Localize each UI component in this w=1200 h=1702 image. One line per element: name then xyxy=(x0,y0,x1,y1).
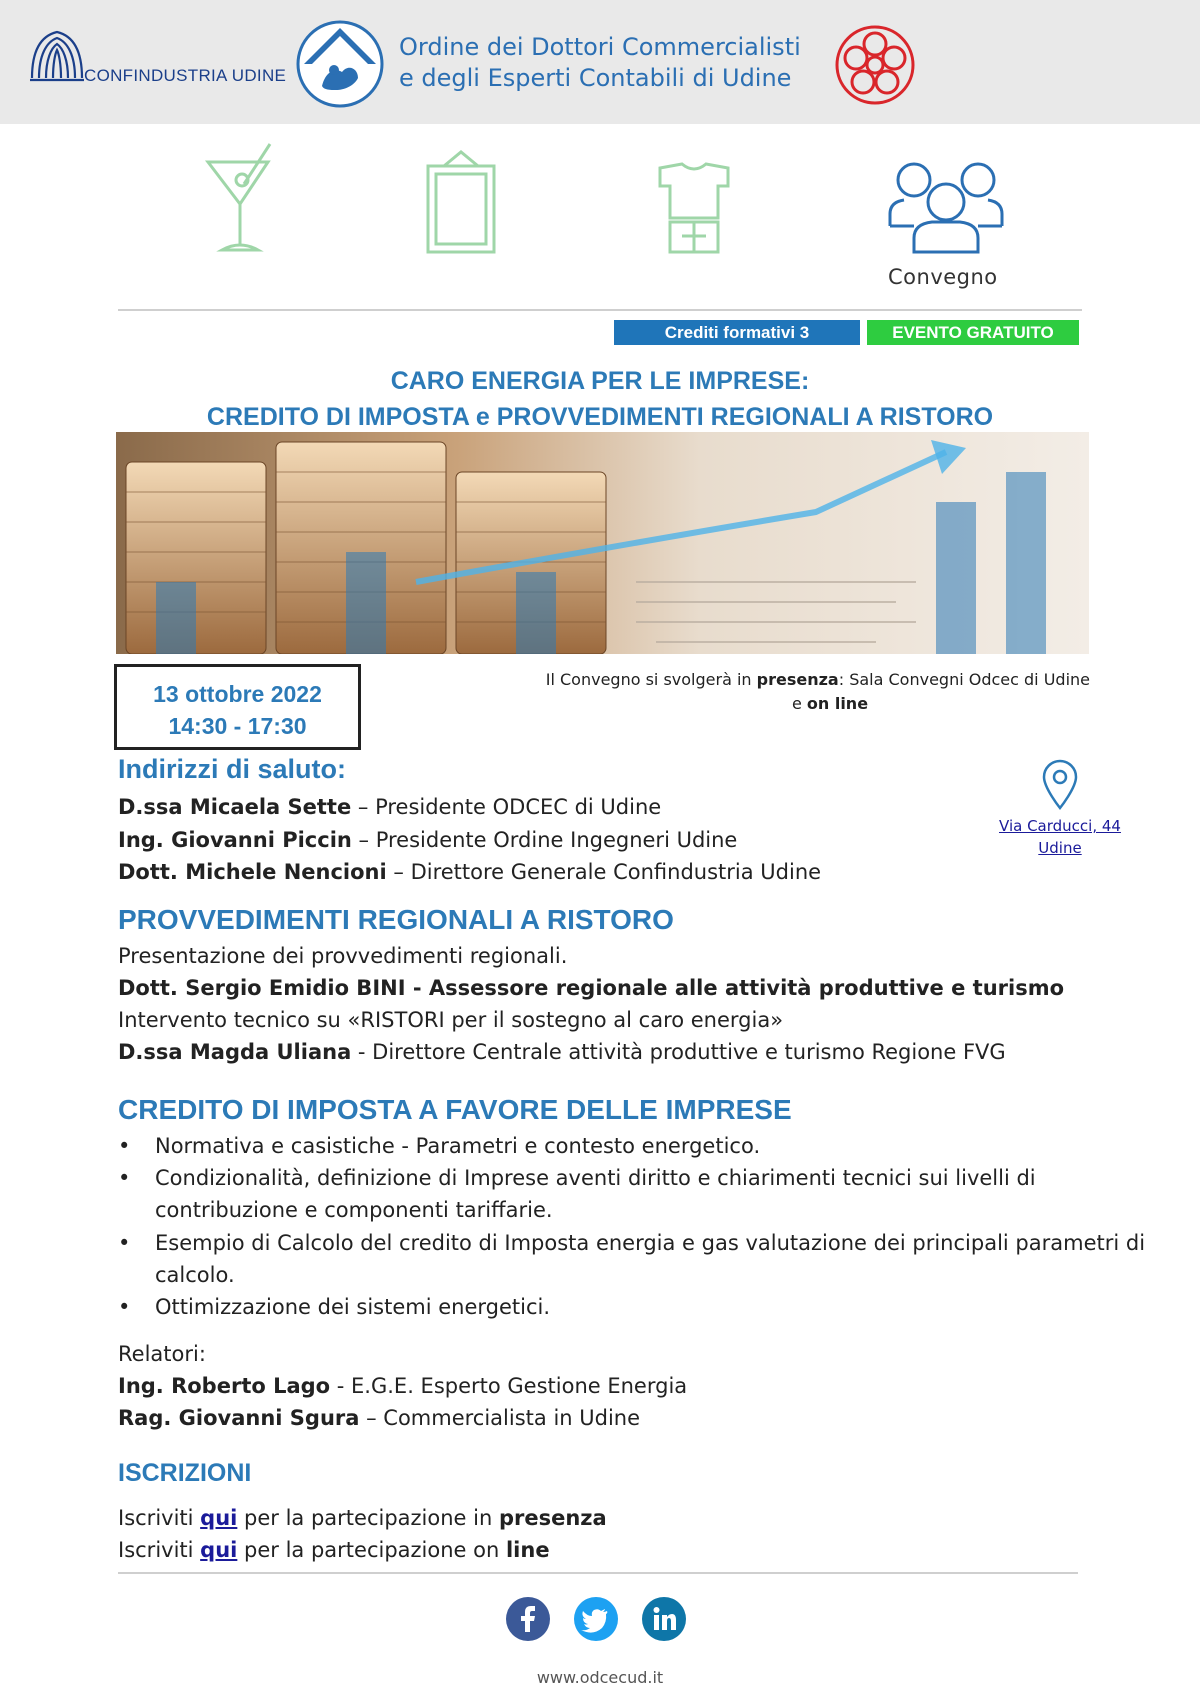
bullet-text: Esempio di Calcolo del credito di Imposta energia e gas valutazione dei principali parametri di calcolo. xyxy=(155,1231,1146,1287)
confindustria-logo-icon xyxy=(28,28,86,84)
regional-intro: Presentazione dei provvedimenti regionali. xyxy=(118,944,568,968)
odcec-logo-icon xyxy=(296,20,384,108)
greeting-name: Dott. Michele Nencioni xyxy=(118,860,387,884)
list-item xyxy=(118,1162,1148,1226)
venue-line2 xyxy=(700,694,960,713)
speaker-name: Ing. Roberto Lago xyxy=(118,1374,331,1398)
speakers-label: Relatori: xyxy=(118,1342,206,1366)
address-line2[interactable]: Udine xyxy=(1038,839,1082,857)
greeting-role: – Presidente Ordine Ingegneri Udine xyxy=(351,828,738,852)
shirt-icon xyxy=(656,162,732,256)
bullet-symbol: • xyxy=(118,1231,131,1255)
free-event-badge: EVENTO GRATUITO xyxy=(867,320,1079,345)
picture-frame-icon xyxy=(424,150,498,256)
bullet-symbol: • xyxy=(118,1295,131,1319)
speaker-2 xyxy=(118,1402,640,1434)
title-line2: CREDITO DI IMPOSTA e PROVVEDIMENTI REGIONALI A RISTORO xyxy=(206,403,994,431)
odcec-name-line2: e degli Esperti Contabili di Udine xyxy=(399,64,792,92)
register-presenza-link[interactable]: qui xyxy=(200,1506,238,1530)
regional-speaker2-name: D.ssa Magda Uliana xyxy=(118,1040,352,1064)
hero-coins-image xyxy=(116,432,1089,654)
credits-badge: Crediti formativi 3 xyxy=(614,320,860,345)
bullet-text: Condizionalità, definizione di Imprese aventi diritto e chiarimenti tecnici sui livelli di contribuzione e componenti tariffarie. xyxy=(155,1166,1036,1222)
speaker-1 xyxy=(118,1370,687,1402)
people-group-icon xyxy=(888,158,1004,254)
regional-speaker1: Dott. Sergio Emidio BINI - Assessore regionale alle attività produttive e turismo xyxy=(118,976,1065,1000)
regional-speaker2 xyxy=(118,1036,1006,1068)
registration-heading: ISCRIZIONI xyxy=(118,1459,252,1487)
speaker-role: - E.G.E. Esperto Gestione Energia xyxy=(330,1374,688,1398)
registration-mode: line xyxy=(505,1538,550,1562)
greeting-person-3 xyxy=(118,856,821,888)
regional-heading: PROVVEDIMENTI REGIONALI A RISTORO xyxy=(118,904,674,935)
greeting-name: D.ssa Micaela Sette xyxy=(118,795,352,819)
list-item xyxy=(118,1130,1148,1162)
linkedin-icon[interactable] xyxy=(641,1596,687,1642)
greeting-person-1 xyxy=(118,791,661,823)
divider-top xyxy=(118,309,1082,311)
event-type-label: Convegno xyxy=(888,265,998,289)
greeting-person-2 xyxy=(118,824,737,856)
map-pin-icon[interactable] xyxy=(1040,758,1080,810)
address-link[interactable] xyxy=(980,815,1140,859)
registration-prefix: Iscriviti xyxy=(118,1538,201,1562)
speaker-role: – Commercialista in Udine xyxy=(359,1406,641,1430)
venue-line2-prefix: e xyxy=(791,694,807,713)
greeting-role: – Direttore Generale Confindustria Udine xyxy=(386,860,822,884)
greetings-heading: Indirizzi di saluto: xyxy=(118,754,346,784)
greeting-name: Ing. Giovanni Piccin xyxy=(118,828,352,852)
odcec-name-line1: Ordine dei Dottori Commercialisti xyxy=(399,33,801,61)
address-line1[interactable]: Via Carducci, 44 xyxy=(999,817,1121,835)
bullet-text: Ottimizzazione dei sistemi energetici. xyxy=(155,1295,551,1319)
registration-mode: presenza xyxy=(498,1506,607,1530)
register-online-link[interactable]: qui xyxy=(200,1538,238,1562)
venue-presenza: presenza xyxy=(756,670,839,689)
regional-speaker2-role: - Direttore Centrale attività produttive e turismo Regione FVG xyxy=(351,1040,1006,1064)
website-link[interactable]: www.odcecud.it xyxy=(536,1668,664,1687)
venue-line1 xyxy=(520,670,1090,689)
registration-line-online xyxy=(118,1534,550,1566)
date-box xyxy=(114,664,361,750)
confindustria-label: CONFINDUSTRIA UDINE xyxy=(84,66,287,85)
registration-line-presenza xyxy=(118,1502,607,1534)
registration-mid: per la partecipazione in xyxy=(237,1506,499,1530)
twitter-icon[interactable] xyxy=(573,1596,619,1642)
list-item xyxy=(118,1291,1148,1323)
speaker-name: Rag. Giovanni Sgura xyxy=(118,1406,360,1430)
regional-intervento: Intervento tecnico su «RISTORI per il sostegno al caro energia» xyxy=(118,1008,784,1032)
venue-prefix: Il Convegno si svolgerà in xyxy=(545,670,757,689)
seal-logo-icon xyxy=(832,22,918,108)
title-line1: CARO ENERGIA PER LE IMPRESE: xyxy=(390,367,810,395)
registration-prefix: Iscriviti xyxy=(118,1506,201,1530)
list-item xyxy=(118,1227,1148,1291)
event-date: 13 ottobre 2022 xyxy=(153,681,322,707)
bullet-symbol: • xyxy=(118,1134,131,1158)
divider-bottom xyxy=(118,1572,1078,1574)
credit-heading: CREDITO DI IMPOSTA A FAVORE DELLE IMPRESE xyxy=(118,1094,792,1125)
facebook-icon[interactable] xyxy=(505,1596,551,1642)
greeting-role: – Presidente ODCEC di Udine xyxy=(351,795,662,819)
cocktail-icon xyxy=(204,140,274,256)
venue-online: on line xyxy=(806,694,869,713)
bullet-symbol: • xyxy=(118,1166,131,1190)
event-time: 14:30 - 17:30 xyxy=(168,713,307,739)
registration-mid: per la partecipazione on xyxy=(237,1538,506,1562)
bullet-text: Normativa e casistiche - Parametri e contesto energetico. xyxy=(155,1134,761,1158)
venue-place: : Sala Convegni Odcec di Udine xyxy=(838,670,1090,689)
